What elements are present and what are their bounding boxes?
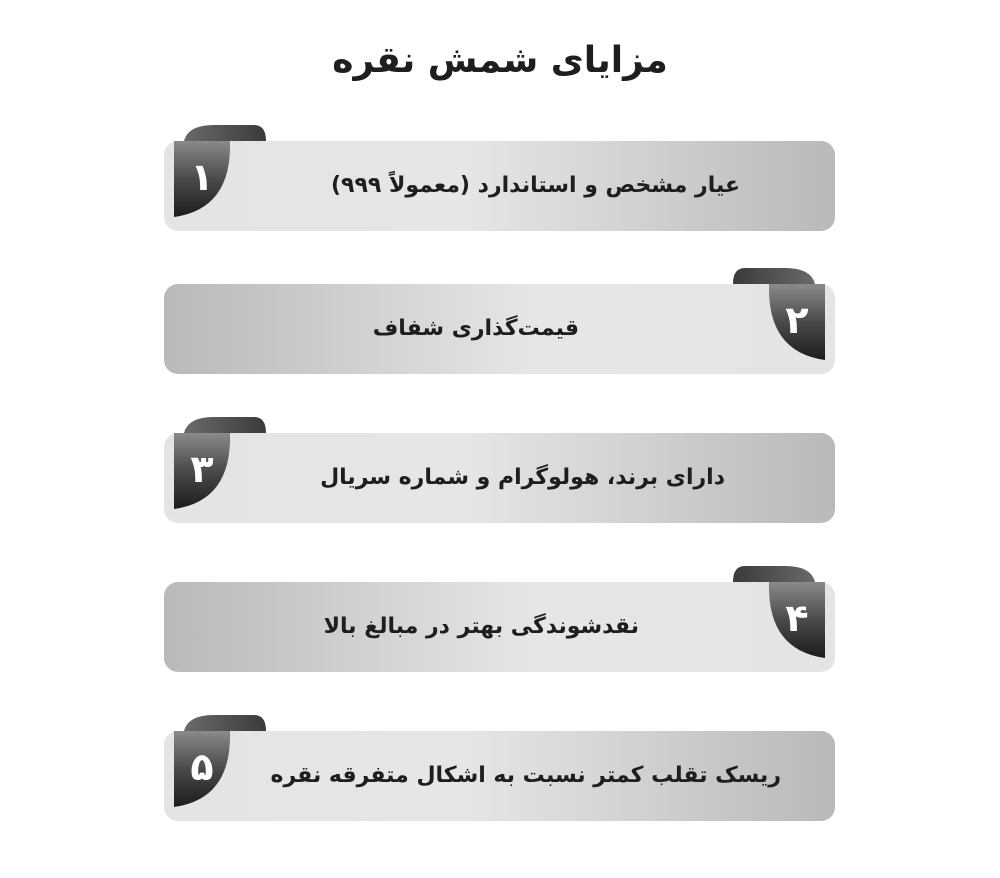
item-number: ۳ xyxy=(190,447,214,491)
advantage-item-1 xyxy=(164,141,835,231)
item-number: ۵ xyxy=(190,745,214,789)
item-text: ریسک تقلب کمتر نسبت به اشکال متفرقه نقره xyxy=(270,763,781,788)
advantage-item-5 xyxy=(164,731,835,821)
advantage-item-3 xyxy=(164,433,835,523)
item-text: دارای برند، هولوگرام و شماره سریال xyxy=(320,465,725,490)
item-number: ۲ xyxy=(785,298,809,342)
item-text: قیمت‌گذاری شفاف xyxy=(372,316,579,341)
advantage-item-4 xyxy=(164,582,835,672)
item-number: ۴ xyxy=(785,596,809,640)
item-number: ۱ xyxy=(190,155,214,199)
page-title: مزایای شمش نقره xyxy=(332,40,668,81)
item-text: عیار مشخص و استاندارد (معمولاً ۹۹۹) xyxy=(330,173,740,198)
item-text: نقدشوندگی بهتر در مبالغ بالا xyxy=(323,614,639,639)
advantage-item-2 xyxy=(164,284,835,374)
